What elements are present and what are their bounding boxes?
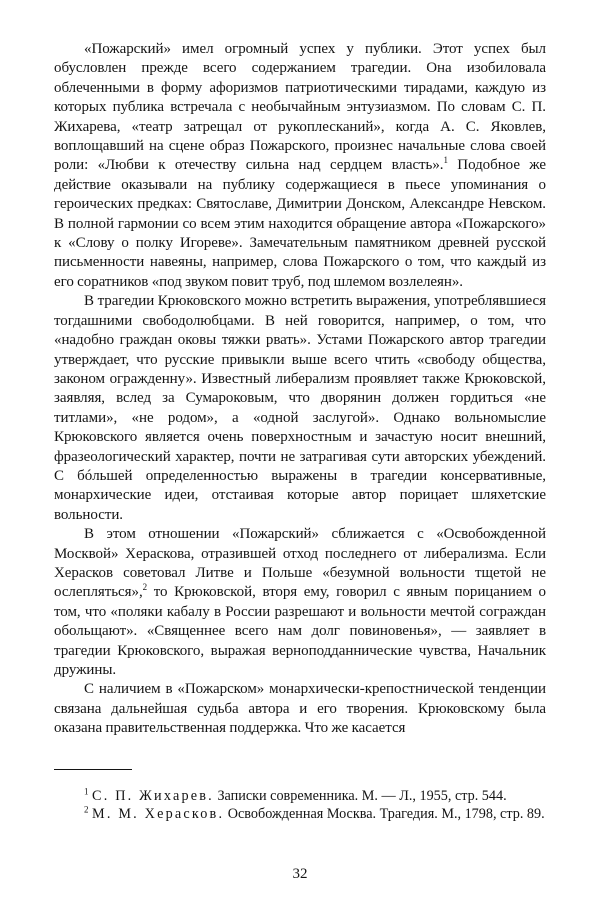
footnote-1-author: С. П. Жихарев.: [92, 787, 214, 804]
paragraph-4-text: С наличием в «Пожарском» монархически-крепостнической тенденции связана дальнейшая судьба автора и его творения. Крюковскому была оказана правительственная поддержка. Что же касается: [54, 681, 546, 737]
footnote-2-author: М. М. Херасков.: [92, 806, 225, 823]
paragraph-3-text-a: В этом отношении «Пожарский» сближается с «Освобожденной Москвой» Хераскова, отразившей отход последнего от либерализма. Если Херасков советовал Литве и Польше «безумной вольности тщетой не ослепляться»,: [54, 526, 546, 601]
footnote-1-mark: 1: [84, 785, 89, 796]
paragraph-4: [54, 680, 546, 738]
paragraph-3-text-b: то Крюковской, вторя ему, говорил с явным порицанием о том, что «поляки кабалу в России разрешают и вольности мечтой сограждан обольщают». «Священнее всего нам долг повиновенья», — заявляет в трагедии Крюковского, выражая верноподданнические чувства, Начальник дружины.: [54, 584, 546, 678]
footnotes: [54, 785, 546, 825]
paragraph-2-text: В трагедии Крюковского можно встретить выражения, употреблявшиеся тогдашними свободолюбцами. В ней говорится, например, о том, что «надобно граждан оковы тяжки рвать». Устами Пожарского автор трагедии утверждает, что русские привыкли выше всего чтить «свободу общества, законом огражденну». Известный либерализм проявляет также Крюковской, заявляя, вслед за Сумароковым, что дворянин должен гордиться «не титлами», «не родом», а «одной заслугой». Однако вольномыслие Крюковского является очень поверхностным и зачастую носит внешний, фразеологический характер, почти не затрагивая сути авторских убеждений. С бóльшей определенностью выражены в трагедии консервативные, монархические идеи, отстаивая которые автор порицает шляхетские вольности.: [54, 293, 546, 523]
footnote-2-text: Освобожденная Москва. Трагедия. М., 1798, стр. 89.: [224, 806, 545, 823]
paragraph-3: [54, 525, 546, 680]
paragraph-1: [54, 40, 546, 292]
footnote-divider: [54, 769, 132, 770]
paragraph-1-text-a: «Пожарский» имел огромный успех у публики. Этот успех был обусловлен прежде всего содержанием трагедии. Она изобиловала облеченными в форму афоризмов патриотическими тирадами, каждую из которых публика встречала с необычайным энтузиазмом. По словам С. П. Жихарева, «театр затрещал от рукоплесканий», когда А. С. Яковлев, воплощавший на сцене образ Пожарского, произнес начальные слова своей роли: «Любви к отечеству сильна над сердцем власть».: [54, 41, 546, 174]
main-text: [54, 40, 546, 739]
page-number: 32: [292, 866, 308, 882]
footnote-ref-1: 1: [443, 155, 448, 166]
footnote-2-mark: 2: [84, 804, 89, 815]
footnote-1-text: Записки современника. М. — Л., 1955, стр. 544.: [213, 787, 507, 804]
footnote-1: [54, 785, 546, 806]
footnote-2: [54, 806, 546, 824]
page-body: [54, 40, 546, 825]
footnote-ref-2: 2: [142, 582, 148, 593]
paragraph-1-text-b: Подобное же действие оказывали на публику содержащиеся в пьесе упоминания о героических предках: Святославе, Димитрии Донском, Александре Невском. В полной гармонии со всем этим находится обращение автора «Пожарского» к «Слову о полку Игореве». Замечательным памятником древней русской письменности навеяны, например, слова Пожарского о том, что каждый из его соратников «под звуком повит труб, под шлемом возлелеян».: [54, 157, 546, 290]
paragraph-2: [54, 292, 546, 525]
